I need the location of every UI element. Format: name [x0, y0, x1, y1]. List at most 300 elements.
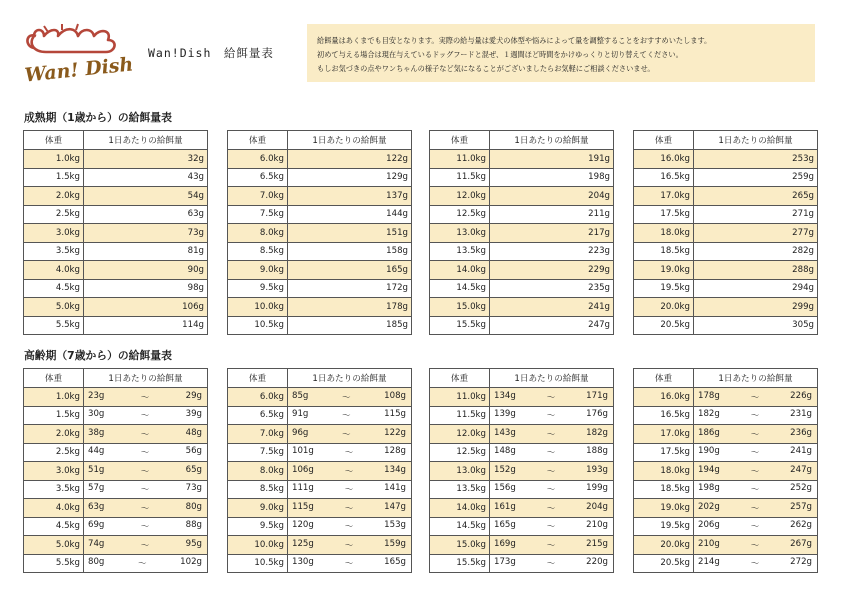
amount-column-header: 1日あたりの給餌量	[84, 369, 208, 388]
table-row	[430, 316, 614, 335]
amount-cell: 54g	[84, 187, 208, 206]
table-header-row	[430, 131, 614, 150]
table-row	[24, 536, 208, 555]
amount-min: 57g	[88, 483, 105, 494]
amount-cell	[84, 536, 208, 555]
weight-cell: 8.5kg	[228, 242, 288, 261]
table-row	[634, 517, 818, 536]
amount-cell	[288, 554, 412, 573]
amount-min: 165g	[494, 520, 516, 531]
weight-column-header: 体重	[228, 131, 288, 150]
amount-cell	[288, 517, 412, 536]
adult-feeding-table	[429, 130, 614, 335]
table-row	[24, 406, 208, 425]
weight-cell: 5.5kg	[24, 554, 84, 573]
amount-cell: 158g	[288, 242, 412, 261]
amount-cell	[288, 443, 412, 462]
amount-cell: 204g	[490, 187, 614, 206]
table-row	[228, 425, 412, 444]
range-tilde: 〜	[546, 392, 556, 403]
amount-min: 182g	[698, 409, 720, 420]
weight-cell: 16.0kg	[634, 150, 694, 169]
range-tilde: 〜	[546, 466, 556, 477]
weight-cell: 15.5kg	[430, 554, 490, 573]
range-tilde: 〜	[140, 522, 150, 533]
amount-min: 38g	[88, 427, 105, 438]
table-row	[430, 388, 614, 407]
amount-cell	[84, 388, 208, 407]
weight-cell: 7.5kg	[228, 205, 288, 224]
range-tilde: 〜	[750, 485, 760, 496]
weight-cell: 3.5kg	[24, 480, 84, 499]
note-line: 給餌量はあくまでも目安となります。実際の給与量は愛犬の体型や悩みによって量を調整することをおすすめいたします。	[317, 36, 712, 45]
senior-feeding-table	[633, 368, 818, 573]
adult-section-title: 成熟期（1歳から）の給餌量表	[24, 111, 172, 124]
amount-min: 169g	[494, 538, 516, 549]
amount-cell: 277g	[694, 224, 818, 243]
table-row	[634, 443, 818, 462]
amount-min: 152g	[494, 464, 516, 475]
adult-feeding-table	[633, 130, 818, 335]
table-row	[430, 187, 614, 206]
weight-cell: 9.5kg	[228, 279, 288, 298]
amount-cell: 90g	[84, 261, 208, 280]
weight-cell: 10.5kg	[228, 316, 288, 335]
amount-max: 236g	[790, 427, 812, 438]
amount-cell: 185g	[288, 316, 412, 335]
table-row	[634, 187, 818, 206]
amount-max: 108g	[384, 390, 406, 401]
table-row	[430, 425, 614, 444]
amount-max: 29g	[185, 390, 202, 401]
weight-cell: 14.0kg	[430, 499, 490, 518]
range-tilde: 〜	[344, 503, 354, 514]
table-row	[430, 279, 614, 298]
table-row	[24, 224, 208, 243]
weight-cell: 5.0kg	[24, 298, 84, 317]
weight-column-header: 体重	[228, 369, 288, 388]
amount-cell	[490, 480, 614, 499]
weight-cell: 16.5kg	[634, 406, 694, 425]
amount-cell	[490, 499, 614, 518]
weight-cell: 19.5kg	[634, 279, 694, 298]
amount-max: 193g	[586, 464, 608, 475]
table-row	[430, 554, 614, 573]
amount-max: 80g	[185, 501, 202, 512]
table-row	[430, 298, 614, 317]
range-tilde: 〜	[344, 540, 354, 551]
weight-cell: 19.0kg	[634, 499, 694, 518]
amount-cell: 282g	[694, 242, 818, 261]
amount-max: 95g	[185, 538, 202, 549]
table-row	[24, 242, 208, 261]
table-row	[24, 168, 208, 187]
amount-max: 272g	[790, 557, 812, 568]
adult-feeding-table	[227, 130, 412, 335]
adult-feeding-table	[23, 130, 208, 335]
table-row	[634, 279, 818, 298]
weight-cell: 1.0kg	[24, 150, 84, 169]
amount-cell	[694, 554, 818, 573]
amount-cell: 235g	[490, 279, 614, 298]
table-row	[228, 150, 412, 169]
table-row	[24, 388, 208, 407]
amount-cell	[84, 462, 208, 481]
amount-min: 85g	[292, 390, 309, 401]
table-row	[228, 205, 412, 224]
amount-cell	[288, 406, 412, 425]
amount-min: 210g	[698, 538, 720, 549]
weight-cell: 6.5kg	[228, 168, 288, 187]
weight-cell: 17.5kg	[634, 205, 694, 224]
table-row	[228, 443, 412, 462]
weight-cell: 18.0kg	[634, 462, 694, 481]
amount-max: 267g	[790, 538, 812, 549]
weight-cell: 19.5kg	[634, 517, 694, 536]
amount-min: 96g	[292, 427, 309, 438]
weight-cell: 10.0kg	[228, 298, 288, 317]
table-row	[430, 168, 614, 187]
range-tilde: 〜	[750, 429, 760, 440]
table-row	[228, 224, 412, 243]
table-row	[634, 242, 818, 261]
amount-cell	[84, 480, 208, 499]
amount-min: 143g	[494, 427, 516, 438]
amount-cell: 144g	[288, 205, 412, 224]
amount-max: 48g	[185, 427, 202, 438]
table-row	[24, 499, 208, 518]
amount-min: 130g	[292, 557, 314, 568]
amount-min: 111g	[292, 483, 314, 494]
range-tilde: 〜	[344, 522, 354, 533]
range-tilde: 〜	[344, 448, 354, 459]
range-tilde: 〜	[546, 411, 556, 422]
table-row	[634, 462, 818, 481]
amount-max: 199g	[586, 483, 608, 494]
amount-min: 198g	[698, 483, 720, 494]
range-tilde: 〜	[546, 448, 556, 459]
weight-cell: 12.5kg	[430, 443, 490, 462]
table-row	[228, 261, 412, 280]
table-header-row	[228, 369, 412, 388]
table-row	[430, 517, 614, 536]
amount-cell	[694, 425, 818, 444]
range-tilde: 〜	[546, 503, 556, 514]
amount-max: 210g	[586, 520, 608, 531]
amount-cell: 129g	[288, 168, 412, 187]
amount-cell	[84, 499, 208, 518]
weight-cell: 12.0kg	[430, 187, 490, 206]
weight-cell: 4.5kg	[24, 517, 84, 536]
amount-cell: 191g	[490, 150, 614, 169]
weight-column-header: 体重	[634, 369, 694, 388]
weight-cell: 20.5kg	[634, 316, 694, 335]
weight-cell: 12.5kg	[430, 205, 490, 224]
amount-max: 226g	[790, 390, 812, 401]
range-tilde: 〜	[344, 559, 354, 570]
senior-feeding-table	[23, 368, 208, 573]
amount-min: 134g	[494, 390, 516, 401]
amount-min: 30g	[88, 409, 105, 420]
amount-cell: 217g	[490, 224, 614, 243]
feeding-note	[307, 24, 815, 82]
amount-cell: 223g	[490, 242, 614, 261]
amount-cell: 294g	[694, 279, 818, 298]
logo-text: Wan! Dish	[23, 53, 135, 86]
amount-cell	[694, 480, 818, 499]
amount-min: 106g	[292, 464, 314, 475]
weight-cell: 15.5kg	[430, 316, 490, 335]
amount-cell: 178g	[288, 298, 412, 317]
weight-cell: 1.5kg	[24, 406, 84, 425]
weight-cell: 5.0kg	[24, 536, 84, 555]
amount-cell: 151g	[288, 224, 412, 243]
table-row	[634, 205, 818, 224]
table-row	[24, 316, 208, 335]
amount-cell: 81g	[84, 242, 208, 261]
amount-min: 190g	[698, 446, 720, 457]
amount-max: 134g	[384, 464, 406, 475]
table-header-row	[24, 369, 208, 388]
table-row	[430, 480, 614, 499]
table-row	[228, 298, 412, 317]
amount-cell: 32g	[84, 150, 208, 169]
amount-column-header: 1日あたりの給餌量	[694, 369, 818, 388]
amount-cell: 137g	[288, 187, 412, 206]
weight-cell: 4.0kg	[24, 261, 84, 280]
amount-min: 69g	[88, 520, 105, 531]
weight-cell: 16.0kg	[634, 388, 694, 407]
table-row	[228, 187, 412, 206]
range-tilde: 〜	[140, 466, 150, 477]
amount-min: 206g	[698, 520, 720, 531]
amount-max: 257g	[790, 501, 812, 512]
weight-column-header: 体重	[24, 369, 84, 388]
amount-cell	[694, 536, 818, 555]
note-line: 初めて与える場合は現在与えているドッグフードと混ぜ、１週間ほど時間をかけゆっくりと切り替えてください。	[317, 50, 683, 59]
weight-cell: 2.0kg	[24, 425, 84, 444]
table-row	[634, 425, 818, 444]
amount-max: 102g	[180, 557, 202, 568]
amount-column-header: 1日あたりの給餌量	[288, 131, 412, 150]
range-tilde: 〜	[750, 392, 760, 403]
amount-min: 161g	[494, 501, 516, 512]
range-tilde: 〜	[341, 429, 351, 440]
range-tilde: 〜	[137, 559, 147, 570]
amount-min: 74g	[88, 538, 105, 549]
amount-cell: 43g	[84, 168, 208, 187]
amount-cell	[694, 388, 818, 407]
amount-cell	[84, 554, 208, 573]
amount-cell	[288, 425, 412, 444]
amount-cell	[84, 443, 208, 462]
amount-cell	[490, 554, 614, 573]
range-tilde: 〜	[140, 485, 150, 496]
weight-cell: 11.0kg	[430, 150, 490, 169]
table-row	[24, 298, 208, 317]
amount-cell	[84, 517, 208, 536]
amount-cell	[288, 388, 412, 407]
amount-min: 178g	[698, 390, 720, 401]
table-row	[228, 168, 412, 187]
amount-cell: 241g	[490, 298, 614, 317]
table-row	[24, 425, 208, 444]
amount-max: 171g	[586, 390, 608, 401]
weight-cell: 8.0kg	[228, 224, 288, 243]
weight-cell: 20.0kg	[634, 536, 694, 555]
table-row	[430, 224, 614, 243]
amount-cell: 305g	[694, 316, 818, 335]
range-tilde: 〜	[344, 485, 354, 496]
weight-cell: 3.0kg	[24, 224, 84, 243]
senior-feeding-table	[227, 368, 412, 573]
amount-min: 23g	[88, 390, 105, 401]
amount-max: 88g	[185, 520, 202, 531]
range-tilde: 〜	[546, 429, 556, 440]
amount-max: 141g	[384, 483, 406, 494]
amount-max: 231g	[790, 409, 812, 420]
amount-min: 44g	[88, 446, 105, 457]
range-tilde: 〜	[140, 448, 150, 459]
weight-cell: 10.0kg	[228, 536, 288, 555]
range-tilde: 〜	[341, 392, 351, 403]
amount-cell: 247g	[490, 316, 614, 335]
amount-column-header: 1日あたりの給餌量	[288, 369, 412, 388]
table-header-row	[634, 131, 818, 150]
amount-cell	[490, 406, 614, 425]
range-tilde: 〜	[750, 448, 760, 459]
table-row	[24, 187, 208, 206]
weight-cell: 3.5kg	[24, 242, 84, 261]
range-tilde: 〜	[546, 485, 556, 496]
range-tilde: 〜	[140, 392, 150, 403]
amount-min: 80g	[88, 557, 105, 568]
range-tilde: 〜	[140, 411, 150, 422]
weight-cell: 15.0kg	[430, 298, 490, 317]
amount-cell: 198g	[490, 168, 614, 187]
amount-cell	[84, 425, 208, 444]
weight-column-header: 体重	[430, 369, 490, 388]
range-tilde: 〜	[750, 522, 760, 533]
weight-cell: 13.0kg	[430, 224, 490, 243]
range-tilde: 〜	[344, 466, 354, 477]
amount-cell	[694, 443, 818, 462]
amount-max: 115g	[384, 409, 406, 420]
amount-cell	[288, 480, 412, 499]
amount-max: 182g	[586, 427, 608, 438]
amount-min: 194g	[698, 464, 720, 475]
table-header-row	[634, 369, 818, 388]
range-tilde: 〜	[750, 466, 760, 477]
weight-cell: 18.5kg	[634, 242, 694, 261]
amount-cell	[490, 462, 614, 481]
table-row	[634, 388, 818, 407]
amount-cell: 165g	[288, 261, 412, 280]
amount-min: 115g	[292, 501, 314, 512]
weight-column-header: 体重	[24, 131, 84, 150]
table-row	[430, 406, 614, 425]
weight-cell: 2.0kg	[24, 187, 84, 206]
amount-max: 73g	[185, 483, 202, 494]
amount-cell: 63g	[84, 205, 208, 224]
amount-column-header: 1日あたりの給餌量	[694, 131, 818, 150]
range-tilde: 〜	[140, 503, 150, 514]
amount-min: 148g	[494, 446, 516, 457]
table-row	[24, 462, 208, 481]
weight-cell: 17.0kg	[634, 425, 694, 444]
table-row	[430, 261, 614, 280]
range-tilde: 〜	[750, 503, 760, 514]
page-title: Wan!Dish 給餌量表	[148, 46, 274, 60]
weight-cell: 18.5kg	[634, 480, 694, 499]
amount-cell	[694, 499, 818, 518]
weight-cell: 8.5kg	[228, 480, 288, 499]
amount-max: 153g	[384, 520, 406, 531]
amount-cell: 172g	[288, 279, 412, 298]
amount-min: 63g	[88, 501, 105, 512]
weight-cell: 13.0kg	[430, 462, 490, 481]
amount-min: 202g	[698, 501, 720, 512]
table-row	[228, 517, 412, 536]
amount-max: 56g	[185, 446, 202, 457]
table-row	[634, 150, 818, 169]
table-row	[430, 242, 614, 261]
weight-cell: 6.5kg	[228, 406, 288, 425]
table-header-row	[24, 131, 208, 150]
wan-dish-logo	[20, 20, 138, 86]
weight-cell: 6.0kg	[228, 388, 288, 407]
table-row	[228, 316, 412, 335]
amount-min: 214g	[698, 557, 720, 568]
table-row	[430, 443, 614, 462]
table-row	[634, 536, 818, 555]
weight-cell: 6.0kg	[228, 150, 288, 169]
amount-min: 125g	[292, 538, 314, 549]
amount-max: 204g	[586, 501, 608, 512]
amount-max: 165g	[384, 557, 406, 568]
weight-cell: 2.5kg	[24, 443, 84, 462]
table-row	[228, 480, 412, 499]
amount-max: 176g	[586, 409, 608, 420]
weight-cell: 12.0kg	[430, 425, 490, 444]
table-row	[24, 517, 208, 536]
weight-cell: 19.0kg	[634, 261, 694, 280]
weight-column-header: 体重	[430, 131, 490, 150]
amount-cell: 259g	[694, 168, 818, 187]
amount-cell	[490, 388, 614, 407]
weight-cell: 1.5kg	[24, 168, 84, 187]
amount-cell: 299g	[694, 298, 818, 317]
amount-cell	[694, 406, 818, 425]
amount-min: 186g	[698, 427, 720, 438]
amount-cell: 265g	[694, 187, 818, 206]
weight-column-header: 体重	[634, 131, 694, 150]
amount-cell: 98g	[84, 279, 208, 298]
table-row	[634, 480, 818, 499]
weight-cell: 14.0kg	[430, 261, 490, 280]
table-row	[634, 499, 818, 518]
weight-cell: 1.0kg	[24, 388, 84, 407]
amount-cell	[288, 462, 412, 481]
amount-cell	[84, 406, 208, 425]
amount-min: 91g	[292, 409, 309, 420]
amount-min: 139g	[494, 409, 516, 420]
weight-cell: 9.5kg	[228, 517, 288, 536]
amount-max: 252g	[790, 483, 812, 494]
amount-min: 101g	[292, 446, 314, 457]
table-row	[24, 205, 208, 224]
weight-cell: 17.0kg	[634, 187, 694, 206]
